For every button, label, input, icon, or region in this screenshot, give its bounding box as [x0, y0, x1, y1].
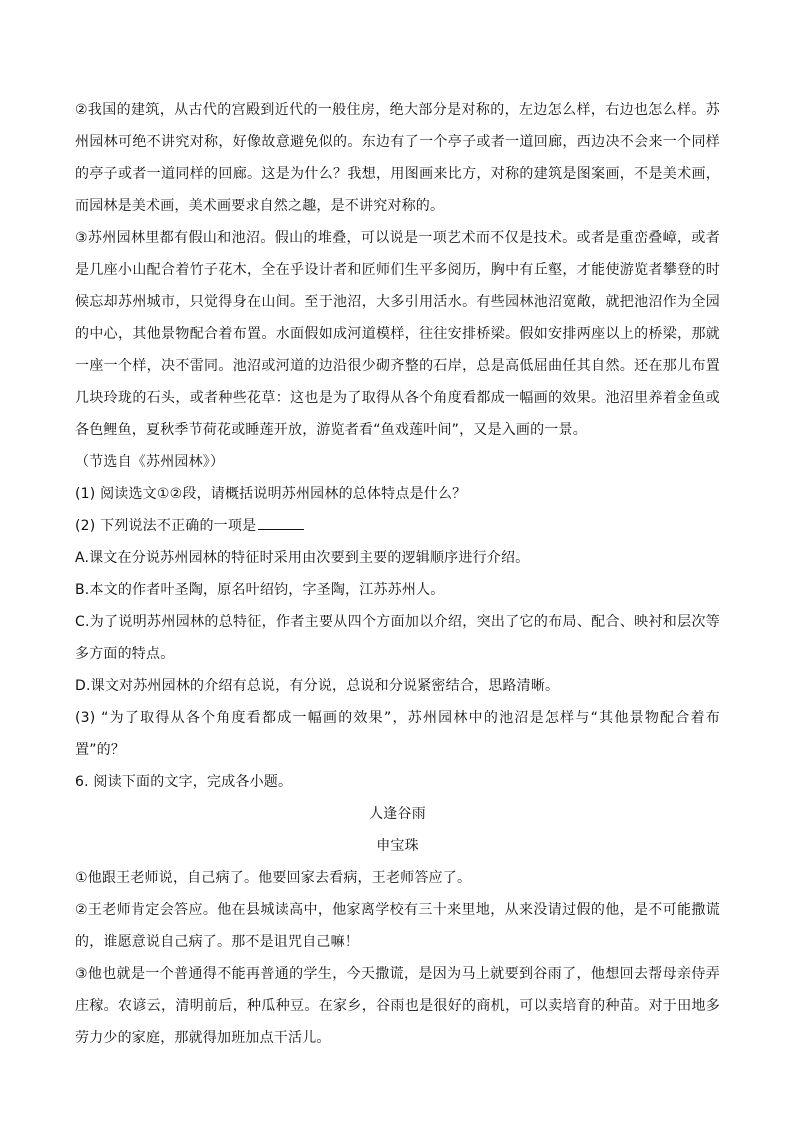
- answer-blank[interactable]: [258, 515, 304, 530]
- story-paragraph-1: ①他跟王老师说，自己病了。他要回家去看病，王老师答应了。: [75, 870, 472, 886]
- option-a: A.课文在分说苏州园林的特征时采用由次要到主要的逻辑顺序进行介绍。: [75, 550, 530, 566]
- question-1: (1) 阅读选文①②段，请概括说明苏州园林的总体特点是什么？: [75, 486, 467, 502]
- question-6-instruction: 6. 阅读下面的文字，完成各小题。: [75, 774, 293, 790]
- passage-paragraph-2: ②我国的建筑，从古代的宫殿到近代的一般住房，绝大部分是对称的，左边怎么样，右边也怎么样。苏州园林可绝不讲究对称，好像故意避免似的。东边有了一个亭子或者一道回廊，西边决不会来一个同样的亭子或者一道同样的回廊。这是为什么？我想，用图画来比方，对称的建筑是图案画，不是美术画，而园林是美术画，美术画要求自然之趣，是不讲究对称的。: [75, 102, 720, 214]
- document-body: [75, 94, 720, 1054]
- story-paragraph-3: ③他也就是一个普通得不能再普通的学生，今天撒谎，是因为马上就要到谷雨了，他想回去帮母亲侍弄庄稼。农谚云，清明前后，种瓜种豆。在家乡，谷雨也是很好的商机，可以卖培育的种苗。对于田地多劳力少的家庭，那就得加班加点干活儿。: [75, 966, 720, 1046]
- option-c: C.为了说明苏州园林的总特征，作者主要从四个方面加以介绍，突出了它的布局、配合、映衬和层次等多方面的特点。: [75, 614, 720, 662]
- question-3: (3) “为了取得从各个角度看都成一幅画的效果”，苏州园林中的池沼是怎样与“其他景物配合着布置”的？: [75, 710, 720, 758]
- passage-paragraph-3: ③苏州园林里都有假山和池沼。假山的堆叠，可以说是一项艺术而不仅是技术。或者是重峦叠嶂，或者是几座小山配合着竹子花木，全在乎设计者和匠师们生平多阅历，胸中有丘壑，才能使游览者攀登的时候忘却苏州城市，只觉得身在山间。至于池沼，大多引用活水。有些园林池沼宽敞，就把池沼作为全园的中心，其他景物配合着布置。水面假如成河道模样，往往安排桥梁。假如安排两座以上的桥梁，那就一座一个样，决不雷同。池沼或河道的边沿很少砌齐整的石岸，总是高低屈曲任其自然。还在那儿布置几块玲珑的石头，或者种些花草：这也是为了取得从各个角度看都成一幅画的效果。池沼里养着金鱼或各色鲤鱼，夏秋季节荷花或睡莲开放，游览者看“鱼戏莲叶间”，又是入画的一景。: [75, 230, 720, 438]
- question-2-line: [75, 510, 720, 542]
- option-d: D.课文对苏州园林的介绍有总说，有分说，总说和分说紧密结合，思路清晰。: [75, 678, 560, 694]
- passage-source: （节选自《苏州园林》）: [75, 454, 225, 470]
- story-author: 申宝珠: [376, 838, 419, 854]
- story-paragraph-2: ②王老师肯定会答应。他在县城读高中，他家离学校有三十来里地，从来没请过假的他，是不可能撒谎的，谁愿意说自己病了。那不是诅咒自己嘛！: [75, 902, 720, 950]
- question-2: (2) 下列说法不正确的一项是: [75, 518, 257, 534]
- option-b: B.本文的作者叶圣陶，原名叶绍钧，字圣陶，江苏苏州人。: [75, 582, 445, 598]
- story-title: 人逢谷雨: [369, 806, 426, 822]
